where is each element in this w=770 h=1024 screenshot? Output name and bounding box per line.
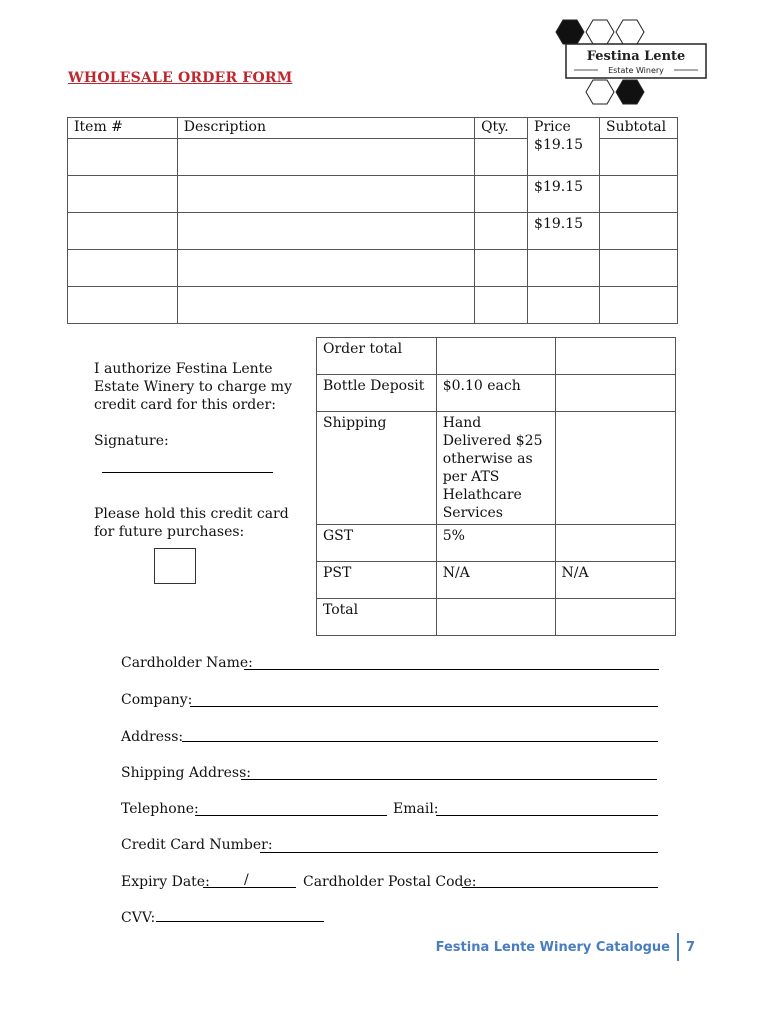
summary-value: N/A bbox=[436, 562, 555, 599]
address-label: Address: bbox=[121, 729, 184, 745]
authorization-block bbox=[94, 360, 294, 450]
price-cell[interactable] bbox=[528, 250, 600, 287]
summary-label: PST bbox=[317, 562, 437, 599]
summary-row bbox=[317, 562, 676, 599]
qty-cell[interactable] bbox=[475, 213, 528, 250]
subtotal-cell[interactable] bbox=[599, 250, 677, 287]
header-item: Item # bbox=[68, 118, 178, 139]
summary-row bbox=[317, 338, 676, 375]
summary-label: Bottle Deposit bbox=[317, 375, 437, 412]
summary-label: Total bbox=[317, 599, 437, 636]
item-cell[interactable] bbox=[68, 176, 178, 213]
qty-cell[interactable] bbox=[475, 250, 528, 287]
postal-code-label: Cardholder Postal Code: bbox=[303, 874, 477, 890]
summary-label: GST bbox=[317, 525, 437, 562]
summary-label: Shipping bbox=[317, 412, 437, 525]
summary-amount[interactable] bbox=[555, 375, 675, 412]
summary-row bbox=[317, 599, 676, 636]
table-row bbox=[68, 176, 678, 213]
qty-cell[interactable] bbox=[475, 139, 528, 176]
credit-card-number-label: Credit Card Number: bbox=[121, 837, 273, 853]
description-cell[interactable] bbox=[177, 213, 474, 250]
postal-code-field[interactable] bbox=[462, 887, 658, 888]
description-cell[interactable] bbox=[177, 139, 474, 176]
item-cell[interactable] bbox=[68, 213, 178, 250]
summary-value: $0.10 each bbox=[436, 375, 555, 412]
authorization-text: I authorize Festina Lente Estate Winery to charge my credit card for this order: bbox=[94, 361, 292, 413]
price-cell[interactable] bbox=[528, 287, 600, 324]
subtotal-cell[interactable] bbox=[599, 139, 677, 176]
credit-card-number-field[interactable] bbox=[260, 852, 658, 853]
summary-table bbox=[316, 337, 676, 636]
expiry-date-label: Expiry Date: bbox=[121, 874, 210, 890]
summary-amount[interactable] bbox=[555, 525, 675, 562]
header-price: Price bbox=[534, 119, 571, 135]
summary-row bbox=[317, 375, 676, 412]
subtotal-cell[interactable] bbox=[599, 176, 677, 213]
summary-row bbox=[317, 412, 676, 525]
description-cell[interactable] bbox=[177, 250, 474, 287]
address-field[interactable] bbox=[182, 741, 658, 742]
hold-card-checkbox[interactable] bbox=[154, 548, 196, 584]
header-qty: Qty. bbox=[475, 118, 528, 139]
cvv-label: CVV: bbox=[121, 910, 156, 926]
signature-line[interactable] bbox=[102, 472, 273, 473]
summary-amount[interactable] bbox=[555, 412, 675, 525]
summary-row bbox=[317, 525, 676, 562]
summary-amount[interactable] bbox=[555, 599, 675, 636]
page-title: WHOLESALE ORDER FORM bbox=[68, 70, 293, 86]
summary-amount: N/A bbox=[555, 562, 675, 599]
subtotal-cell[interactable] bbox=[599, 287, 677, 324]
catalogue-footer: Festina Lente Winery Catalogue bbox=[435, 940, 670, 955]
price-cell[interactable]: $19.15 bbox=[528, 176, 600, 213]
expiry-separator: / bbox=[244, 872, 249, 888]
summary-label: Order total bbox=[317, 338, 437, 375]
company-field[interactable] bbox=[190, 706, 658, 707]
logo-line1: Festina Lente bbox=[586, 49, 686, 64]
summary-amount[interactable] bbox=[555, 338, 675, 375]
table-row bbox=[68, 213, 678, 250]
shipping-address-label: Shipping Address: bbox=[121, 765, 252, 781]
telephone-label: Telephone: bbox=[121, 801, 199, 817]
price-cell[interactable]: $19.15 bbox=[528, 213, 600, 250]
summary-value[interactable] bbox=[436, 338, 555, 375]
footer-divider bbox=[677, 933, 679, 961]
shipping-address-field[interactable] bbox=[241, 779, 657, 780]
email-label: Email: bbox=[393, 801, 439, 817]
summary-value: 5% bbox=[436, 525, 555, 562]
hold-card-text: Please hold this credit card for future purchases: bbox=[94, 506, 289, 540]
summary-value[interactable] bbox=[436, 599, 555, 636]
telephone-field[interactable] bbox=[195, 815, 387, 816]
header-price-cell bbox=[528, 118, 600, 176]
item-cell[interactable] bbox=[68, 139, 178, 176]
item-cell[interactable] bbox=[68, 250, 178, 287]
description-cell[interactable] bbox=[177, 176, 474, 213]
price-cell[interactable]: $19.15 bbox=[534, 137, 584, 153]
page-number: 7 bbox=[686, 940, 696, 955]
signature-label: Signature: bbox=[94, 433, 169, 449]
item-cell[interactable] bbox=[68, 287, 178, 324]
header-subtotal: Subtotal bbox=[599, 118, 677, 139]
cardholder-name-label: Cardholder Name: bbox=[121, 655, 253, 671]
table-row bbox=[68, 250, 678, 287]
email-field[interactable] bbox=[436, 815, 658, 816]
expiry-date-field[interactable] bbox=[203, 887, 296, 888]
items-table bbox=[67, 117, 678, 324]
items-header-row bbox=[68, 118, 678, 139]
qty-cell[interactable] bbox=[475, 176, 528, 213]
qty-cell[interactable] bbox=[475, 287, 528, 324]
cardholder-name-field[interactable] bbox=[244, 669, 659, 670]
company-label: Company: bbox=[121, 692, 193, 708]
winery-logo bbox=[548, 14, 718, 110]
table-row bbox=[68, 287, 678, 324]
summary-value: Hand Delivered $25 otherwise as per ATS Helathcare Services bbox=[436, 412, 555, 525]
logo-line2: Estate Winery bbox=[608, 66, 664, 75]
description-cell[interactable] bbox=[177, 287, 474, 324]
subtotal-cell[interactable] bbox=[599, 213, 677, 250]
cvv-field[interactable] bbox=[156, 921, 324, 922]
header-description: Description bbox=[177, 118, 474, 139]
